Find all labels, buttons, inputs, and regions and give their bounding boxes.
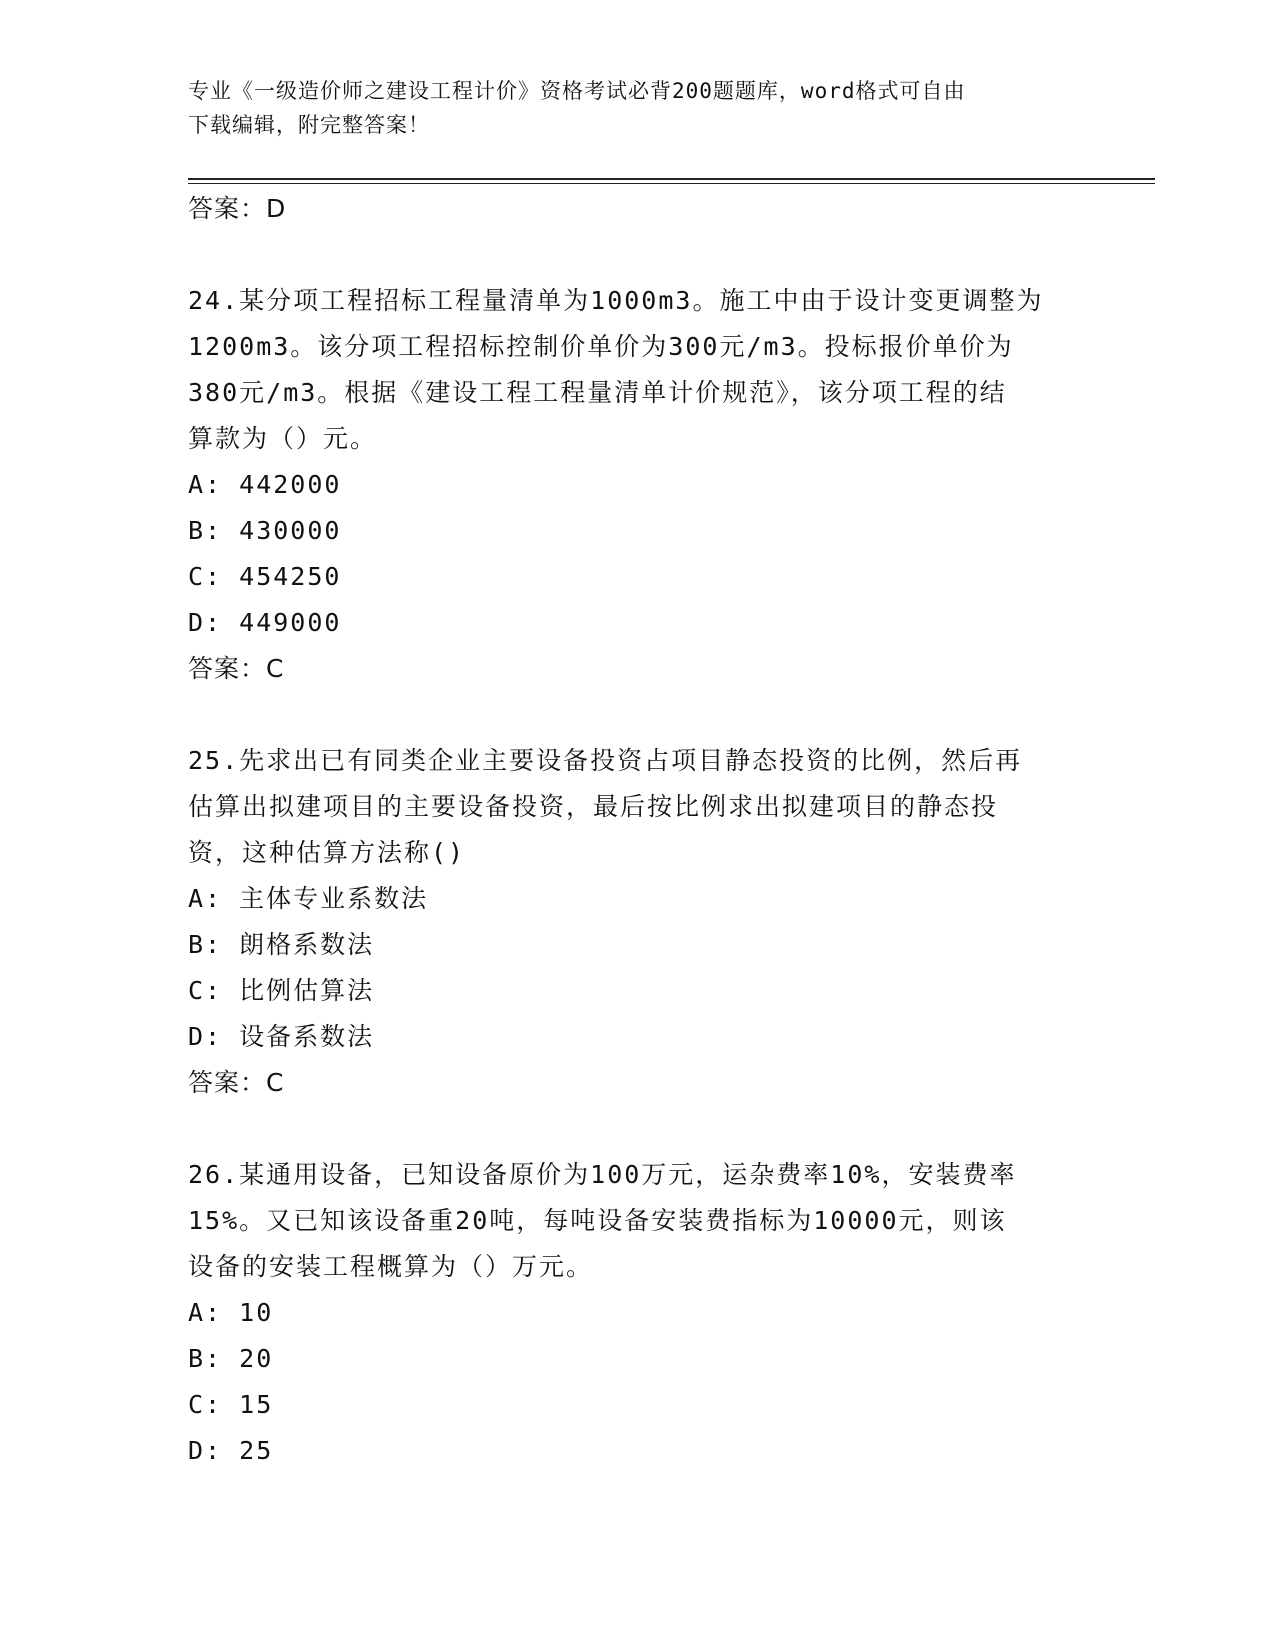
option-b: B: 430000 <box>188 516 342 545</box>
question-25 <box>188 738 1088 1106</box>
spacer <box>188 232 1088 278</box>
spacer <box>188 1106 1088 1152</box>
option-a: A: 10 <box>188 1298 274 1327</box>
answer: 答案：C <box>188 654 285 683</box>
option-b: B: 20 <box>188 1344 274 1373</box>
header-line-2: 下载编辑，附完整答案！ <box>188 113 430 137</box>
option-a: A: 442000 <box>188 470 342 499</box>
header-line-1: 专业《一级造价师之建设工程计价》资格考试必背200题题库，word格式可自由 <box>188 79 966 103</box>
option-d: D: 设备系数法 <box>188 1022 375 1051</box>
option-c: C: 比例估算法 <box>188 976 375 1005</box>
question-text: 24.某分项工程招标工程量清单为1000m3。施工中由于设计变更调整为 1200m3。该分项工程招标控制价单价为300元/m3。投标报价单价为 380元/m3。根据《建设工程工程量清单计价规范》，该分项工程的结 算款为（）元。 <box>188 286 1044 453</box>
option-d: D: 449000 <box>188 608 342 637</box>
option-c: C: 15 <box>188 1390 274 1419</box>
question-text: 25.先求出已有同类企业主要设备投资占项目静态投资的比例，然后再 估算出拟建项目的主要设备投资，最后按比例求出拟建项目的静态投 资，这种估算方法称() <box>188 746 1023 867</box>
option-c: C: 454250 <box>188 562 342 591</box>
previous-answer: 答案：D <box>188 194 287 223</box>
question-24 <box>188 278 1088 692</box>
document-header <box>188 74 1068 142</box>
option-d: D: 25 <box>188 1436 274 1465</box>
header-rule-thick <box>188 178 1155 180</box>
option-b: B: 朗格系数法 <box>188 930 375 959</box>
question-list <box>188 186 1088 1474</box>
header-rule-thin <box>188 183 1155 184</box>
option-a: A: 主体专业系数法 <box>188 884 429 913</box>
answer: 答案：C <box>188 1068 285 1097</box>
spacer <box>188 692 1088 738</box>
question-26 <box>188 1152 1088 1474</box>
question-text: 26.某通用设备，已知设备原价为100万元，运杂费率10%，安装费率 15%。又已知该设备重20吨，每吨设备安装费指标为10000元，则该 设备的安装工程概算为（）万元。 <box>188 1160 1017 1281</box>
